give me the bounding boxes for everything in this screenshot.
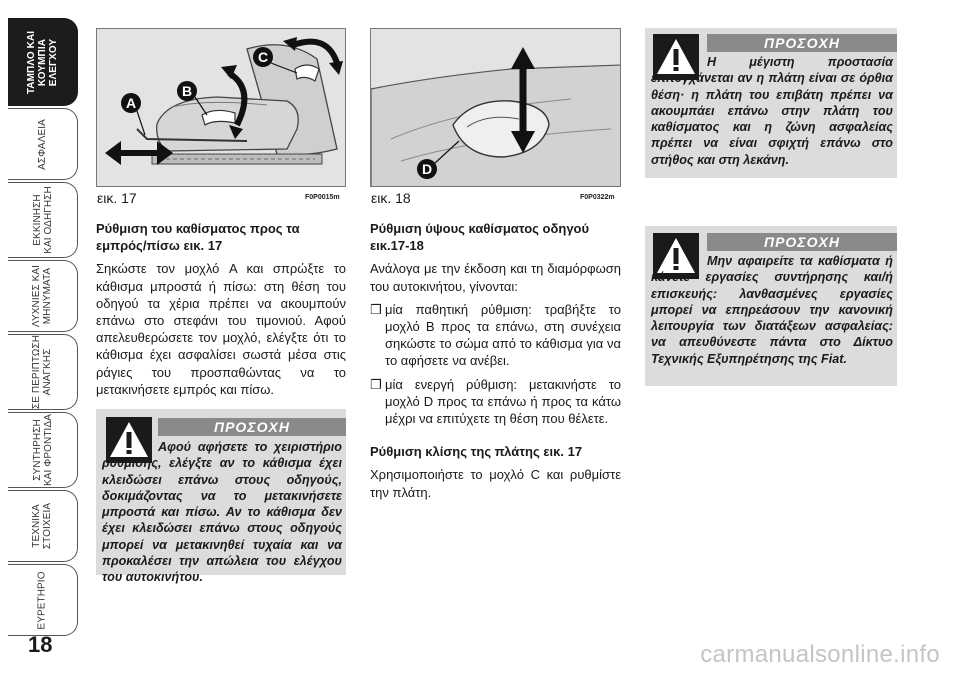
- label-c: C: [257, 49, 269, 65]
- label-d: D: [421, 161, 433, 177]
- section-heading-fore-aft: Ρύθμιση του καθίσματος προς τα εμπρός/πίσω εικ. 17: [96, 221, 300, 254]
- tab-emergency[interactable]: [8, 334, 78, 410]
- tab-maintenance[interactable]: [8, 412, 78, 488]
- tab-label: ΣΕ ΠΕΡΙΠΤΩΣΗ ΑΝΑΓΚΗΣ: [31, 334, 54, 410]
- warning-text: Μην αφαιρείτε τα καθίσματα ή κάνετε εργασίες συντήρησης και/ή επισκευής: λανθασμένες εργασίες μπορεί να επηρεάσουν την κανονική λειτουργία των διατάξεων ασφαλείας: να απευθύνεστε πάντα στο Δίκτυο Τεχνικής Εξυπηρέτησης της Fiat.: [651, 254, 893, 366]
- figure-18-image: [370, 28, 621, 187]
- warning-box-seat-service: [645, 226, 897, 386]
- tab-label: ΤΕΧΝΙΚΑ ΣΤΟΙΧΕΙΑ: [31, 502, 54, 550]
- tab-label: ΤΑΜΠΛΟ ΚΑΙ ΚΟΥΜΠΙΑ ΕΛΕΓΧΟΥ: [25, 30, 59, 94]
- section-tabs: [0, 0, 82, 677]
- page-number: 18: [28, 632, 53, 657]
- warning-title: ΠΡΟΣΟΧΗ: [707, 34, 897, 52]
- figure-17-code: F0P0015m: [305, 194, 340, 201]
- tab-label: ΕΥΡΕΤΗΡΙΟ: [36, 570, 48, 630]
- column-2: [370, 220, 621, 501]
- figure-18-caption: εικ. 18: [371, 190, 411, 206]
- section-heading-height: Ρύθμιση ύψους καθίσματος οδηγού εικ.17-18: [370, 221, 590, 254]
- watermark: carmanualsonline.info: [700, 641, 940, 668]
- list-item-text: μία παθητική ρύθμιση: τραβήξτε το μοχλό B προς τα επάνω, στη συνέχεια σηκώστε το σώμα από το κάθισμα για να το αφήσετε να ανέβει.: [385, 301, 621, 369]
- tab-technical-data[interactable]: [8, 490, 78, 562]
- warning-box-backrest-position: [645, 28, 897, 178]
- seat-height-lever-illustration: [371, 29, 621, 187]
- paragraph-fore-aft: Σηκώστε τον μοχλό A και σπρώξτε το κάθισμα μπροστά ή πίσω: στη θέση του οδηγού τα χέρια πρέπει να ακουμπούν επάνω στο στεφάνι του τιμονιού. Αφού απελευθερώσετε τον μοχλό, ελέγξτε ότι το κάθισμα έχει ασφαλίσει σωστά μέσα στις ράγιες του προσπαθώντας να το μετακινήσετε εμπρός και πίσω.: [96, 261, 346, 397]
- list-item: [370, 376, 621, 428]
- warning-text: Αφού αφήσετε το χειριστήριο ρύθμισης, ελέγξτε αν το κάθισμα έχει κλειδώσει επάνω στους οδηγούς, δοκιμάζοντας να το μετακινήσετε μπροστά και πίσω. Αν το κάθισμα δεν έχει κλειδώσει επάνω στους οδηγούς μπορεί να μετακινηθεί τυχαία και να προκαλέσει την απώλεια του ελέγχου του αυτοκινήτου.: [102, 440, 342, 585]
- list-item-text: μία ενεργή ρύθμιση: μετακινήστε το μοχλό D προς τα επάνω ή προς τα κάτω μέχρι να επιτύχετε τη θέση που θέλετε.: [385, 376, 621, 427]
- checkbox-bullet-icon: ❒: [370, 301, 382, 317]
- column-1: [96, 220, 346, 398]
- tab-controls[interactable]: [8, 18, 78, 106]
- tab-index[interactable]: [8, 564, 78, 636]
- tab-label: ΑΣΦΑΛΕΙΑ: [37, 118, 48, 170]
- tab-safety[interactable]: [8, 108, 78, 180]
- figure-18-code: F0P0322m: [580, 194, 615, 201]
- tab-label: ΛΥΧΝΙΕΣ ΚΑΙ ΜΗΝΥΜΑΤΑ: [31, 264, 54, 328]
- figure-17-image: [96, 28, 346, 187]
- warning-title: ΠΡΟΣΟΧΗ: [707, 233, 897, 251]
- section-heading-backrest: Ρύθμιση κλίσης της πλάτης εικ. 17: [370, 444, 583, 460]
- paragraph-backrest: Χρησιμοποιήστε το μοχλό C και ρυθμίστε την πλάτη.: [370, 467, 621, 500]
- list-item: [370, 301, 621, 370]
- warning-box-seat-lock: [96, 409, 346, 585]
- tab-label: ΣΥΝΤΗΡΗΣΗ ΚΑΙ ΦΡΟΝΤΙΔΑ: [31, 414, 54, 486]
- figure-17-caption: εικ. 17: [97, 190, 137, 206]
- warning-title: ΠΡΟΣΟΧΗ: [158, 418, 346, 436]
- label-a: A: [125, 95, 137, 111]
- tab-starting-driving[interactable]: [8, 182, 78, 258]
- label-b: B: [181, 83, 193, 99]
- checkbox-bullet-icon: ❒: [370, 376, 382, 392]
- paragraph-height-intro: Ανάλογα με την έκδοση και τη διαμόρφωση του αυτοκινήτου, γίνονται:: [370, 261, 621, 294]
- seat-side-illustration: [97, 29, 346, 187]
- tab-label: ΕΚΚΙΝΗΣΗ ΚΑΙ ΟΔΗΓΗΣΗ: [31, 186, 54, 254]
- warning-text: Η μέγιστη προστασία επιτυγχάνεται αν η πλάτη είναι σε όρθια θέση· η πλάτη του επιβάτη πρέπει να ακουμπάει επάνω στην πλάτη του καθίσματος και η ζώνη ασφαλείας πρέπει να είναι σφιχτή επάνω στο στήθος και στη λεκάνη.: [651, 55, 893, 167]
- tab-warning-lights[interactable]: [8, 260, 78, 332]
